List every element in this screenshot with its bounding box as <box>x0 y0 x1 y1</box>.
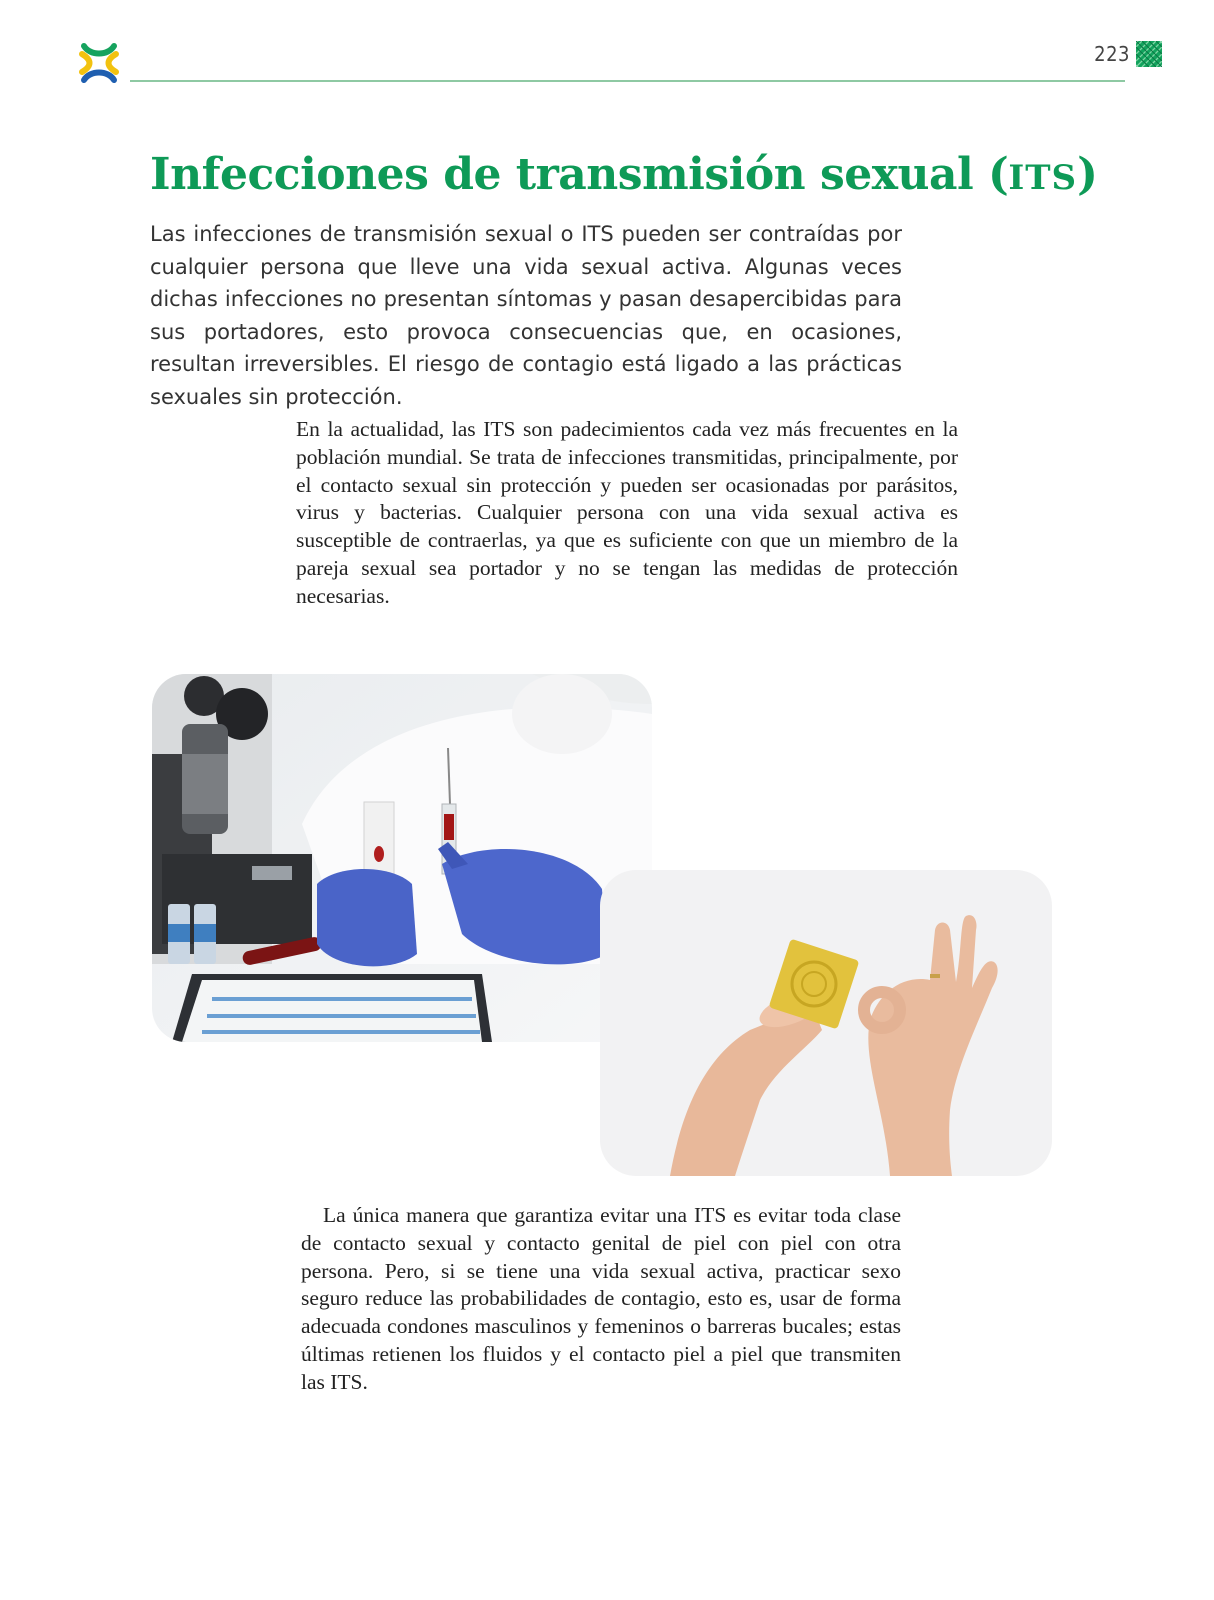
body-paragraph-1: En la actualidad, las ITS son padecimientos cada vez más frecuentes en la población mundial. Se trata de infecciones transmitidas, principalmente, por el contacto sexual sin protección y pueden ser ocasionadas por parásitos, virus y bacterias. Cualquier persona con una vida sexual activa es susceptible de contraerlas, ya que es suficiente con que un miembro de la pareja sexual sea portador y no se tengan las medidas de protección necesarias. <box>296 417 958 608</box>
header-rule <box>130 80 1125 82</box>
page-title-close: ) <box>1077 149 1098 200</box>
page-title-main: Infecciones de transmisión sexual ( <box>150 149 1009 200</box>
body-paragraph-2: La única manera que garantiza evitar una ITS es evitar toda clase de contacto sexual y contacto genital de piel con piel con otra persona. Pero, si se tiene una vida sexual activa, practicar sexo seguro reduce las probabilidades de contagio, esto es, usar de forma adecuada condones masculinos y femeninos o barreras bucales; estas últimas retienen los fluidos y el contacto piel a piel que transmiten las ITS. <box>301 1203 901 1394</box>
green-pattern-icon <box>1136 41 1162 67</box>
intro-paragraph: Las infecciones de transmisión sexual o ITS pueden ser contraídas por cualquier persona que lleve una vida sexual activa. Algunas veces dichas infecciones no presentan síntomas y pasan desapercibidas para sus portadores, esto provoca consecuencias que, en ocasiones, resultan irreversibles. El riesgo de contagio está ligado a las prácticas sexuales sin protección. <box>150 222 902 409</box>
page-title-abbr: ITS <box>1008 158 1078 198</box>
page-number: 223 <box>1094 42 1130 66</box>
lab-sample-photo <box>152 674 652 1042</box>
page-title <box>150 149 1098 201</box>
condom-photo <box>600 870 1052 1176</box>
crossed-ribbon-logo-icon <box>76 40 122 86</box>
